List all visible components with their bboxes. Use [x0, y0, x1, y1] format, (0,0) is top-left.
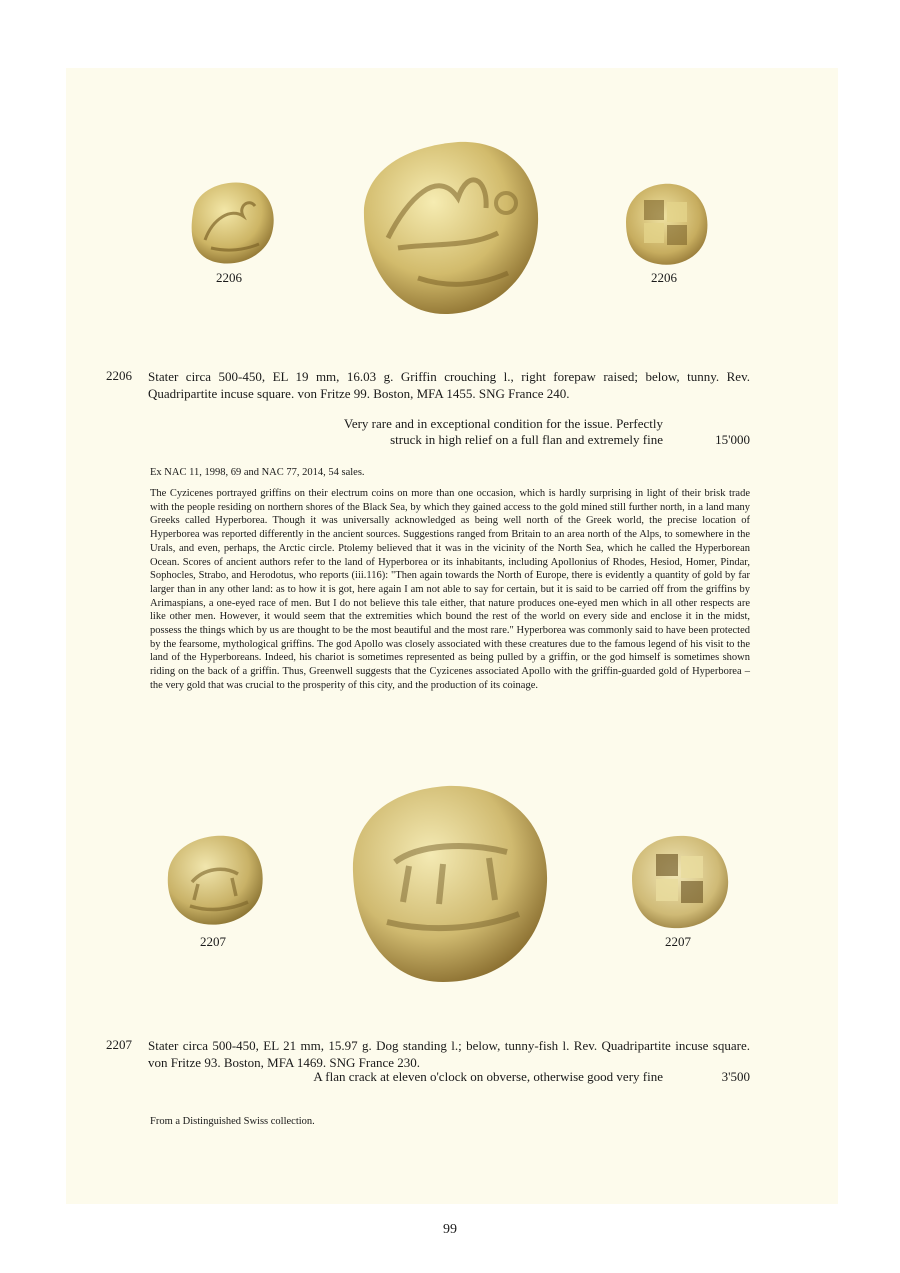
- lot-condition-2207: A flan crack at eleven o'clock on obverse, otherwise good very fine: [313, 1069, 663, 1084]
- lot-provenance-2207: From a Distinguished Swiss collection.: [150, 1116, 315, 1127]
- lot-description-2206: Stater circa 500-450, EL 19 mm, 16.03 g. Griffin crouching l., right forepaw raised; below, tunny. Rev. Quadripartite incuse square. von Fritze 99. Boston, MFA 1455. SNG France 240.: [148, 369, 750, 401]
- lot-provenance-2206: Ex NAC 11, 1998, 69 and NAC 77, 2014, 54 sales.: [150, 467, 365, 478]
- coin-2207-obverse-small: [164, 830, 268, 930]
- coin-caption-2206-left: 2206: [216, 270, 242, 285]
- coin-2206-obverse-large: [358, 138, 544, 316]
- lot-condition-2206-line2: struck in high relief on a full flan and extremely fine: [390, 432, 663, 447]
- coin-caption-2207-left: 2207: [200, 934, 226, 949]
- coin-caption-2207-right: 2207: [665, 934, 691, 949]
- lot-number-2207: 2207: [106, 1037, 132, 1052]
- lot-description-2207: Stater circa 500-450, EL 21 mm, 15.97 g. Dog standing l.; below, tunny-fish l. Rev. Quadripartite incuse square. von Fritze 93. Boston, MFA 1469. SNG France 230.: [148, 1038, 750, 1070]
- lot-number-2206: 2206: [106, 368, 132, 383]
- coin-2207-reverse-small: [628, 830, 732, 932]
- coin-2207-obverse-large: [347, 782, 553, 986]
- coin-2206-reverse-small: [620, 180, 712, 268]
- lot-essay-2206: The Cyzicenes portrayed griffins on their electrum coins on more than one occasion, which is hardly surprising in light of their brisk trade with the people residing on northern shores of the Black Sea, by which they gained access to the gold mined still further north, in a land many Greeks called Hyperborea. Though it was universally acknowledged as being well north of the Greek world, the precise location of Hyperborea was reported differently in the ancient sources. Suggestions ranged from Britain to an area north of the Alps, to somewhere in the Urals, and even, perhaps, the Arctic circle. Ptolemy believed that it was in the vicinity of the North Sea, which he called the Hyperborean Ocean. Scores of ancient authors refer to the land of Hyperborea or its inhabitants, including Apollonius of Rhodes, Hesiod, Homer, Pindar, Sophocles, Strabo, and Herodotus, who reports (iii.116): "Then again towards the North of Europe, there is evidently a quantity of gold by far larger than in any other land: as to how it is got, here again I am not able to say for certain, but it is said to be carried off from the griffins by Arimaspians, a one-eyed race of men. But I do not believe this tale either, that nature produces one-eyed men which in all other respects are like other men. However, it would seem that the extremities which bound the rest of the world on every side and enclose it in the midst, possess the things which by us are thought to be the most beautiful and the most rare." Hyperborea was commonly said to have been protected by the fearsome, mythological griffins. The god Apollo was closely associated with these creatures due to the famous legend of his visit to the land of the Hyperboreans. Indeed, his chariot is sometimes represented as being pulled by a griffin, or the god himself is sometimes shown riding on the back of a griffin. Thus, Greenwell suggests that the Cyzicenes associated Apollo with the griffin-guarded gold of Hyperborea – the very gold that was crucial to the prosperity of this city, and the production of its coinage.: [150, 488, 750, 691]
- coin-caption-2206-right: 2206: [651, 270, 677, 285]
- lot-price-2207: 3'500: [721, 1069, 750, 1084]
- lot-condition-2206-line1: Very rare and in exceptional condition for the issue. Perfectly: [343, 416, 663, 431]
- page-number: 99: [443, 1222, 457, 1237]
- coin-2206-obverse-small: [183, 178, 277, 266]
- lot-price-2206: 15'000: [715, 432, 750, 447]
